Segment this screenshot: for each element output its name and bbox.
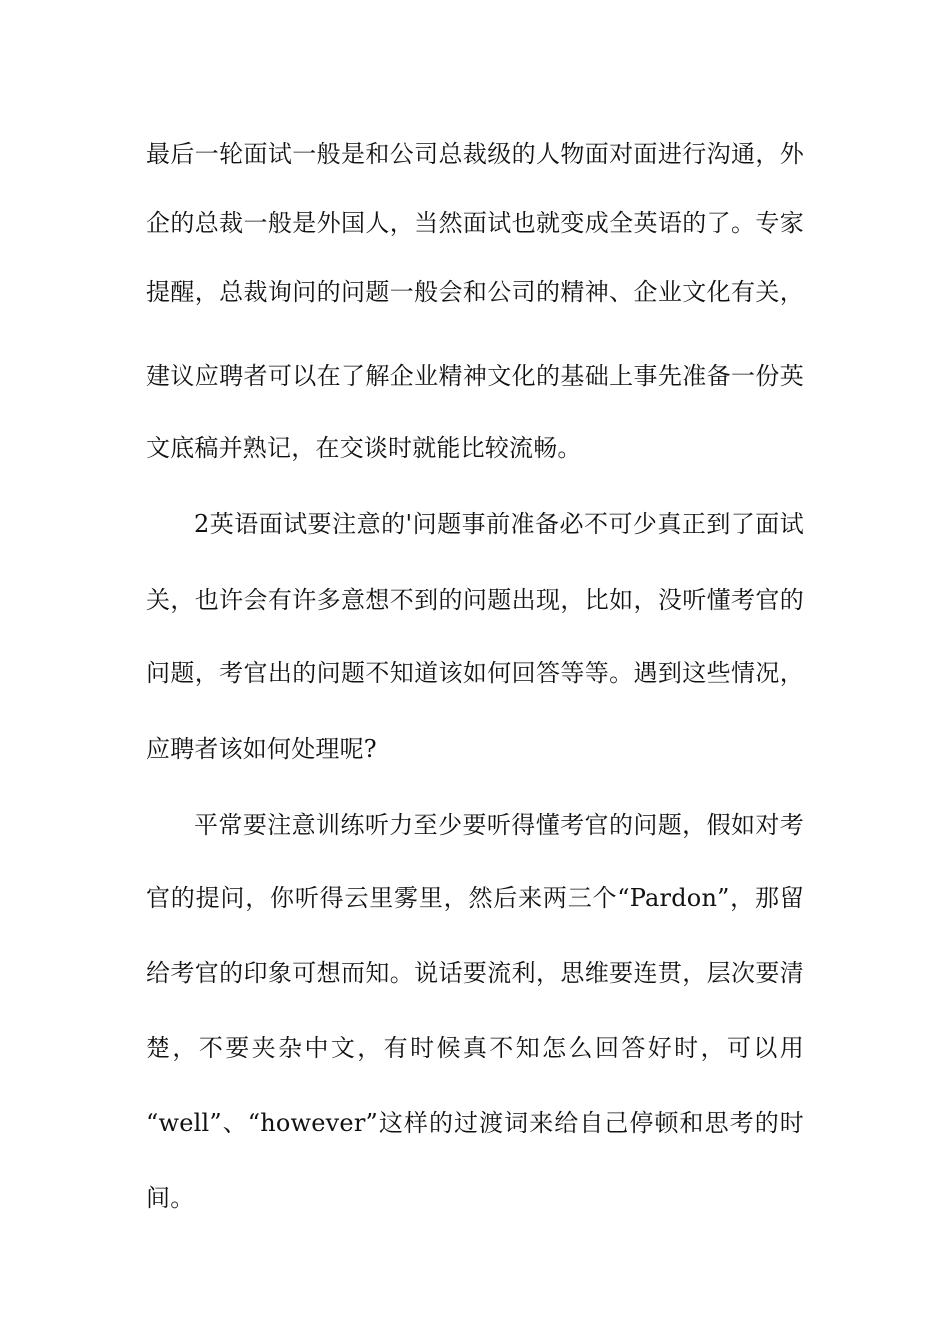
paragraph-2-line-1: 2英语面试要注意的'问题事前准备必不可少真正到了面试 bbox=[194, 510, 804, 538]
paragraph-3-line-6: 间。 bbox=[146, 1184, 195, 1212]
paragraph-3-line-2: 官的提问，你听得云里雾里，然后来两三个“Pardon”，那留 bbox=[146, 884, 804, 912]
paragraph-3-line-1: 平常要注意训练听力至少要听得懂考官的问题，假如对考 bbox=[194, 811, 804, 839]
paragraph-1-line-3: 提醒，总裁询问的问题一般会和公司的精神、企业文化有关， bbox=[146, 278, 804, 306]
paragraph-2-line-2: 关，也许会有许多意想不到的问题出现，比如，没听懂考官的 bbox=[146, 586, 804, 614]
paragraph-1-line-4: 建议应聘者可以在了解企业精神文化的基础上事先准备一份英 bbox=[146, 362, 804, 390]
paragraph-1-line-5: 文底稿并熟记，在交谈时就能比较流畅。 bbox=[146, 434, 582, 462]
paragraph-3-line-3: 给考官的印象可想而知。说话要流利，思维要连贯，层次要清 bbox=[146, 959, 804, 987]
paragraph-3-line-5: “well”、“however”这样的过渡词来给自己停顿和思考的时 bbox=[146, 1109, 804, 1137]
paragraph-1-line-1: 最后一轮面试一般是和公司总裁级的人物面对面进行沟通，外 bbox=[146, 140, 804, 168]
paragraph-1-line-2: 企的总裁一般是外国人，当然面试也就变成全英语的了。专家 bbox=[146, 209, 804, 237]
paragraph-2-line-3: 问题，考官出的问题不知道该如何回答等等。遇到这些情况， bbox=[146, 659, 804, 687]
paragraph-2-line-4: 应聘者该如何处理呢? bbox=[146, 735, 377, 763]
paragraph-3-line-4: 楚，不要夹杂中文，有时候真不知怎么回答好时，可以用 bbox=[146, 1034, 804, 1062]
